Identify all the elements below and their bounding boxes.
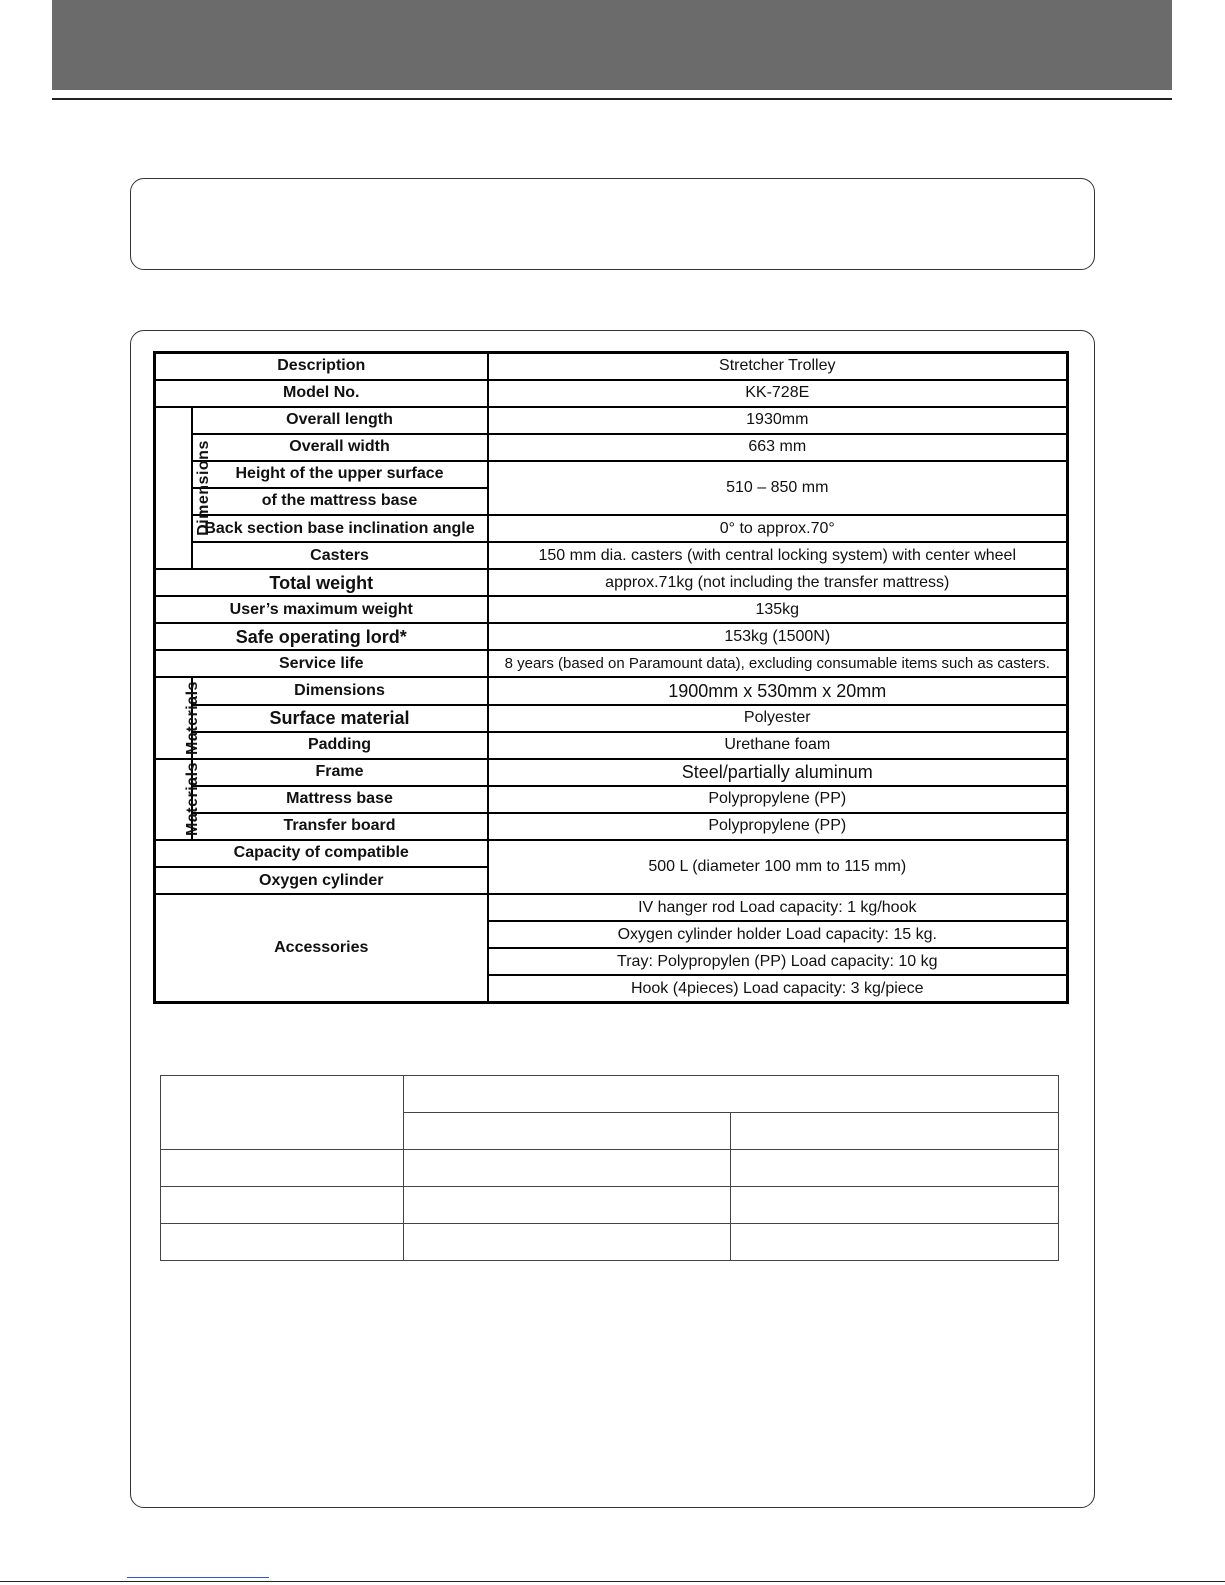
description-label: Description — [155, 353, 488, 380]
blank-cell — [404, 1076, 1059, 1113]
table-row — [155, 705, 1068, 732]
capacity-value: 500 L (diameter 100 mm to 115 mm) — [488, 840, 1068, 894]
blank-table — [160, 1075, 1059, 1261]
description-value: Stretcher Trolley — [488, 353, 1068, 380]
table-row — [161, 1187, 1059, 1224]
spec-table — [153, 351, 1069, 1004]
accessory-item: Tray: Polypropylen (PP) Load capacity: 10 kg — [488, 948, 1068, 975]
padding-label: Padding — [192, 732, 488, 759]
transfer-board-value: Polypropylene (PP) — [488, 813, 1068, 840]
table-row — [155, 732, 1068, 759]
blank-cell — [161, 1076, 404, 1150]
table-row — [161, 1150, 1059, 1187]
materials-group-cell — [155, 759, 201, 840]
blank-cell — [731, 1150, 1059, 1187]
blank-cell — [161, 1187, 404, 1224]
table-row — [155, 894, 1068, 921]
height-label-2: of the mattress base — [192, 488, 488, 515]
padding-value: Urethane foam — [488, 732, 1068, 759]
table-row — [155, 677, 1068, 704]
capacity-label-2: Oxygen cylinder — [155, 867, 488, 894]
mat-dimensions-label: Dimensions — [192, 677, 488, 704]
footer-rule — [0, 1581, 1225, 1582]
header-bar — [52, 0, 1172, 90]
model-label: Model No. — [155, 380, 488, 407]
accessories-label: Accessories — [155, 894, 488, 1002]
transfer-board-label: Transfer board — [192, 813, 488, 840]
mattress-group-label: Materials — [183, 681, 201, 755]
blank-cell — [731, 1187, 1059, 1224]
blank-cell — [404, 1224, 731, 1261]
blank-cell — [161, 1150, 404, 1187]
header-rule — [52, 98, 1172, 100]
height-label-1: Height of the upper surface — [192, 461, 488, 488]
dimensions-group-label: Dimensions — [194, 440, 212, 536]
overall-length-label: Overall length — [192, 407, 488, 434]
table-row — [155, 840, 1068, 867]
dimensions-group-cell — [155, 407, 212, 569]
blank-cell — [404, 1113, 731, 1150]
accessory-item: Hook (4pieces) Load capacity: 3 kg/piece — [488, 975, 1068, 1002]
blank-cell — [404, 1150, 731, 1187]
height-value: 510 – 850 mm — [488, 461, 1068, 515]
mat-dimensions-value: 1900mm x 530mm x 20mm — [488, 677, 1068, 704]
materials-group-label: Materials — [183, 762, 201, 837]
blank-cell — [161, 1224, 404, 1261]
back-angle-value: 0° to approx.70° — [488, 515, 1068, 542]
title-box — [130, 178, 1095, 270]
back-angle-label: Back section base inclination angle — [192, 515, 488, 542]
table-row — [155, 650, 1068, 677]
max-weight-value: 135kg — [488, 596, 1068, 623]
table-row — [155, 407, 1068, 434]
blank-cell — [731, 1113, 1059, 1150]
table-row — [155, 569, 1068, 596]
capacity-label-1: Capacity of compatible — [155, 840, 488, 867]
table-row — [155, 786, 1068, 813]
table-row — [155, 542, 1068, 569]
casters-label: Casters — [192, 542, 488, 569]
table-row — [155, 596, 1068, 623]
surface-label: Surface material — [192, 705, 488, 732]
total-weight-label: Total weight — [155, 569, 488, 596]
casters-value: 150 mm dia. casters (with central locking system) with center wheel — [488, 542, 1068, 569]
service-life-label: Service life — [155, 650, 488, 677]
total-weight-value: approx.71kg (not including the transfer mattress) — [488, 569, 1068, 596]
overall-width-label: Overall width — [192, 434, 488, 461]
surface-value: Polyester — [488, 705, 1068, 732]
accessory-item: Oxygen cylinder holder Load capacity: 15 kg. — [488, 921, 1068, 948]
table-row — [155, 461, 1068, 488]
footer-link-underline[interactable] — [127, 1577, 269, 1578]
table-row — [155, 353, 1068, 380]
table-row — [155, 515, 1068, 542]
frame-label: Frame — [192, 759, 488, 786]
table-row — [155, 759, 1068, 786]
table-row — [155, 434, 1068, 461]
safe-load-label: Safe operating lord* — [155, 623, 488, 650]
table-row — [155, 623, 1068, 650]
blank-cell — [731, 1224, 1059, 1261]
overall-width-value: 663 mm — [488, 434, 1068, 461]
table-row — [161, 1076, 1059, 1113]
safe-load-value: 153kg (1500N) — [488, 623, 1068, 650]
mattress-group-cell — [155, 677, 201, 758]
accessory-item: IV hanger rod Load capacity: 1 kg/hook — [488, 894, 1068, 921]
overall-length-value: 1930mm — [488, 407, 1068, 434]
blank-cell — [404, 1187, 731, 1224]
table-row — [155, 813, 1068, 840]
mattress-base-value: Polypropylene (PP) — [488, 786, 1068, 813]
model-value: KK-728E — [488, 380, 1068, 407]
table-row — [155, 380, 1068, 407]
service-life-value: 8 years (based on Paramount data), excluding consumable items such as casters. — [488, 650, 1068, 677]
frame-value: Steel/partially aluminum — [488, 759, 1068, 786]
max-weight-label: User’s maximum weight — [155, 596, 488, 623]
mattress-base-label: Mattress base — [192, 786, 488, 813]
table-row — [161, 1224, 1059, 1261]
